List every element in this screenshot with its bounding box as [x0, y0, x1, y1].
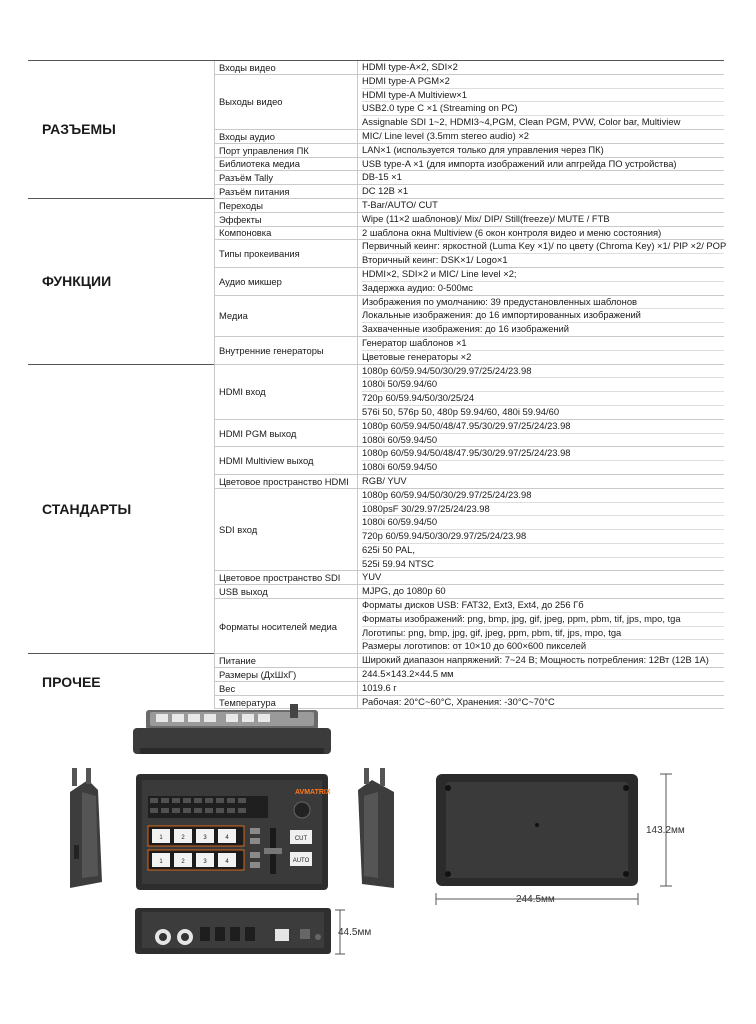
spec-value-line: MJPG, до 1080p 60: [362, 585, 446, 597]
spec-table: [28, 60, 727, 709]
spec-value-line: Assignable SDI 1~2, HDMI3~4,PGM, Clean PGM, PVW, Color bar, Multiview: [362, 116, 681, 128]
spec-value-line: 1080i 60/59.94/50: [362, 433, 438, 445]
spec-value-line: Локальные изображения: до 16 импортированных изображений: [362, 309, 724, 323]
spec-value-line: 1080p 60/59.94/50/48/47.95/30/29.97/25/24/23.98: [362, 420, 724, 434]
pgm-button-1-label: 1: [159, 835, 163, 841]
spec-value: [358, 61, 725, 75]
spec-value-line: 1080p 60/59.94/50/30/29.97/25/24/23.98: [362, 365, 724, 379]
depth-dimension: [335, 910, 371, 954]
spec-param: Медиа: [215, 295, 358, 336]
section-title: РАЗЪЕМЫ: [28, 61, 215, 199]
spec-value-line: 1080psF 30/29.97/25/24/23.98: [362, 503, 724, 517]
left-side-view-drawing: [70, 768, 102, 888]
spec-param: HDMI PGM выход: [215, 419, 358, 447]
spec-value: [358, 74, 725, 129]
spec-param: Размеры (ДхШхГ): [215, 668, 358, 682]
spec-value-line: YUV: [362, 571, 382, 583]
spec-value-line: 2 шаблона окна Multiview (6 окон контроля видео и меню состояния): [362, 226, 662, 238]
spec-value: [358, 226, 725, 240]
pvw-button-1-label: 1: [159, 859, 163, 865]
dimension-width: 244.5мм: [516, 894, 555, 905]
rear-view-drawing: [135, 908, 331, 954]
spec-value-line: Логотипы: png, bmp, jpg, gif, jpeg, ppm, pbm, tif, jps, mpo, tga: [362, 627, 724, 641]
spec-value: [358, 157, 725, 171]
brand-logo: AVMATRIX: [295, 789, 331, 796]
right-side-view-drawing: [358, 768, 394, 888]
spec-value-line: USB2.0 type C ×1 (Streaming on PC): [362, 102, 724, 116]
spec-value-line: Рабочая: 20°C~60°C, Хранения: -30°C~70°C: [362, 695, 555, 707]
spec-value-line: 1080i 50/59.94/60: [362, 378, 724, 392]
dimension-height: 143.2мм: [646, 825, 685, 836]
spec-row: [28, 654, 724, 668]
spec-value: [358, 129, 725, 143]
pvw-button-2-label: 2: [181, 859, 185, 865]
spec-value: [358, 654, 725, 668]
pgm-button-2-label: 2: [181, 835, 185, 841]
spec-param: Цветовое пространство HDMI: [215, 474, 358, 488]
spec-value: [358, 171, 725, 185]
spec-value: [358, 668, 725, 682]
spec-value-line: 1080p 60/59.94/50/48/47.95/30/29.97/25/24/23.98: [362, 447, 724, 461]
pvw-button-3-label: 3: [203, 859, 207, 865]
spec-value: [358, 336, 725, 364]
spec-param: Аудио микшер: [215, 267, 358, 295]
spec-value: [358, 364, 725, 419]
bottom-plate-drawing: [436, 774, 685, 905]
spec-value-line: Размеры логотипов: от 10×10 до 600×600 пикселей: [362, 640, 587, 652]
spec-value-line: RGB/ YUV: [362, 474, 407, 486]
spec-param: SDI вход: [215, 488, 358, 571]
spec-value-line: HDMI×2, SDI×2 и MIC/ Line level ×2;: [362, 268, 724, 282]
spec-value: [358, 419, 725, 447]
spec-value-line: USB type-A ×1 (для импорта изображений или апгрейда ПО устройства): [362, 157, 677, 169]
spec-value-line: Вторичный кеинг: DSK×1/ Logo×1: [362, 254, 508, 266]
spec-value: [358, 447, 725, 475]
spec-value-line: Широкий диапазон напряжений: 7~24 В; Мощность потребления: 12Вт (12В 1А): [362, 654, 709, 666]
pvw-button-4-label: 4: [225, 859, 229, 865]
spec-value: [358, 681, 725, 695]
spec-value-line: Форматы дисков USB: FAT32, Ext3, Ext4, до 256 Гб: [362, 599, 724, 613]
pgm-button-4-label: 4: [225, 835, 229, 841]
spec-value-line: DB-15 ×1: [362, 171, 402, 183]
spec-row: [28, 364, 724, 419]
spec-param: Цветовое пространство SDI: [215, 571, 358, 585]
front-view-drawing: [136, 774, 331, 890]
spec-param: Температура: [215, 695, 358, 709]
spec-value-line: Форматы изображений: png, bmp, jpg, gif, jpeg, ppm, pbm, tif, jps, mpo, tga: [362, 613, 724, 627]
section-title: ПРОЧЕЕ: [28, 654, 215, 709]
spec-value-line: 625i 50 PAL,: [362, 544, 724, 558]
spec-value: [358, 198, 725, 212]
spec-value-line: 1019.6 г: [362, 681, 397, 693]
spec-param: Форматы носителей медиа: [215, 599, 358, 654]
section-title: ФУНКЦИИ: [28, 198, 215, 364]
spec-value-line: 1080p 60/59.94/50/30/29.97/25/24/23.98: [362, 489, 724, 503]
spec-param: HDMI Multiview выход: [215, 447, 358, 475]
spec-value: [358, 599, 725, 654]
spec-value: [358, 267, 725, 295]
spec-param: HDMI вход: [215, 364, 358, 419]
spec-value-line: HDMI type-A×2, SDI×2: [362, 61, 458, 72]
spec-value-line: 576i 50, 576p 50, 480p 59.94/60, 480i 59.94/60: [362, 405, 560, 417]
spec-param: Типы прокеивания: [215, 240, 358, 268]
spec-param: Порт управления ПК: [215, 143, 358, 157]
product-drawings: [0, 700, 756, 1024]
cut-button-label: CUT: [294, 836, 308, 842]
spec-value: [358, 143, 725, 157]
spec-value-line: MIC/ Line level (3.5mm stereo audio) ×2: [362, 129, 530, 141]
spec-value-line: Задержка аудио: 0-500мс: [362, 281, 473, 293]
spec-value-line: T-Bar/AUTO/ CUT: [362, 198, 438, 210]
spec-value-line: 244.5×143.2×44.5 мм: [362, 668, 454, 680]
top-view-drawing: [133, 704, 331, 754]
spec-value-line: 720p 60/59.94/50/30/29.97/25/24/23.98: [362, 530, 724, 544]
spec-param: Выходы видео: [215, 74, 358, 129]
spec-value-line: 525i 59.94 NTSC: [362, 557, 434, 569]
spec-value: [358, 474, 725, 488]
spec-param: USB выход: [215, 585, 358, 599]
spec-value-line: 720p 60/59.94/50/30/25/24: [362, 392, 724, 406]
spec-row: [28, 198, 724, 212]
spec-value: [358, 571, 725, 585]
spec-param: Вес: [215, 681, 358, 695]
spec-value-line: Захваченные изображения: до 16 изображений: [362, 323, 569, 335]
spec-param: Компоновка: [215, 226, 358, 240]
spec-param: Разъём питания: [215, 185, 358, 199]
spec-row: [28, 61, 724, 75]
spec-value-line: Изображения по умолчанию: 39 предустановленных шаблонов: [362, 296, 724, 310]
spec-param: Эффекты: [215, 212, 358, 226]
spec-param: Разъём Tally: [215, 171, 358, 185]
spec-param: Внутренние генераторы: [215, 336, 358, 364]
spec-value-line: Цветовые генераторы ×2: [362, 350, 472, 362]
spec-value-line: Генератор шаблонов ×1: [362, 337, 724, 351]
spec-value: [358, 295, 725, 336]
spec-param: Входы аудио: [215, 129, 358, 143]
spec-value-line: LAN×1 (используется только для управления через ПК): [362, 143, 604, 155]
pgm-button-3-label: 3: [203, 835, 207, 841]
spec-value-line: HDMI type-A PGM×2: [362, 75, 724, 89]
dimension-depth: 44.5мм: [338, 927, 372, 938]
spec-value-line: Wipe (11×2 шаблонов)/ Mix/ DIP/ Still(freeze)/ MUTE / FTB: [362, 212, 610, 224]
spec-value: [358, 488, 725, 571]
spec-value: [358, 212, 725, 226]
auto-button-label: AUTO: [292, 858, 310, 864]
spec-param: Питание: [215, 654, 358, 668]
spec-value-line: 1080i 60/59.94/50: [362, 516, 724, 530]
spec-value-line: 1080i 60/59.94/50: [362, 461, 438, 473]
spec-value: [358, 585, 725, 599]
spec-value: [358, 185, 725, 199]
spec-value-line: HDMI type-A Multiview×1: [362, 89, 724, 103]
spec-param: Входы видео: [215, 61, 358, 75]
spec-value: [358, 240, 725, 268]
spec-param: Библиотека медиа: [215, 157, 358, 171]
spec-param: Переходы: [215, 198, 358, 212]
spec-value-line: Первичный кеинг: яркостной (Luma Key ×1)/ по цвету (Chroma Key) ×1/ PIP ×2/ POP: [362, 240, 724, 254]
section-title: СТАНДАРТЫ: [28, 364, 215, 654]
spec-value-line: DC 12В ×1: [362, 185, 409, 197]
